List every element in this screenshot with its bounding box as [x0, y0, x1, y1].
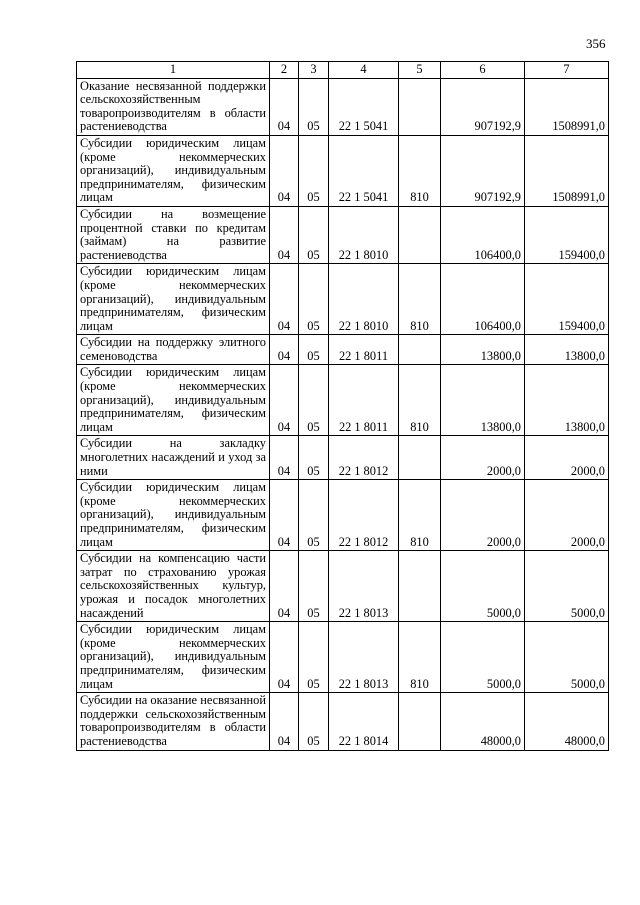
target-article-code: 22 1 8010 [329, 206, 399, 263]
target-article-code: 22 1 8012 [329, 436, 399, 480]
expense-type-code: 810 [399, 135, 441, 206]
column-header: 7 [525, 62, 609, 79]
row-description: Субсидии на поддержку элитного семеноводства [77, 335, 270, 365]
row-description: Оказание несвязанной поддержки сельскохозяйственным товаропроизводителям в области растениеводства [77, 78, 270, 135]
section-code: 04 [270, 335, 299, 365]
section-code: 04 [270, 135, 299, 206]
row-description: Субсидии на компенсацию части затрат по страхованию урожая сельскохозяйственных культур, урожая и посадок многолетних насаждений [77, 551, 270, 622]
amount-col-7: 5000,0 [525, 622, 609, 693]
table-row [77, 135, 609, 206]
subsection-code: 05 [299, 264, 329, 335]
section-code: 04 [270, 693, 299, 750]
table-row [77, 78, 609, 135]
target-article-code: 22 1 8013 [329, 622, 399, 693]
subsection-code: 05 [299, 135, 329, 206]
expense-type-code: 810 [399, 622, 441, 693]
section-code: 04 [270, 365, 299, 436]
budget-table [76, 61, 609, 751]
target-article-code: 22 1 8013 [329, 551, 399, 622]
subsection-code: 05 [299, 335, 329, 365]
table-row [77, 480, 609, 551]
target-article-code: 22 1 8010 [329, 264, 399, 335]
column-header: 6 [441, 62, 525, 79]
amount-col-6: 2000,0 [441, 436, 525, 480]
amount-col-6: 5000,0 [441, 622, 525, 693]
target-article-code: 22 1 5041 [329, 78, 399, 135]
section-code: 04 [270, 206, 299, 263]
row-description: Субсидии юридическим лицам (кроме некоммерческих организаций), индивидуальным предпринимателям, физическим лицам [77, 135, 270, 206]
table-row [77, 622, 609, 693]
table-row [77, 436, 609, 480]
expense-type-code: 810 [399, 264, 441, 335]
expense-type-code: 810 [399, 365, 441, 436]
page-number: 356 [586, 36, 606, 51]
amount-col-7: 2000,0 [525, 436, 609, 480]
target-article-code: 22 1 5041 [329, 135, 399, 206]
amount-col-6: 13800,0 [441, 365, 525, 436]
expense-type-code [399, 206, 441, 263]
table-row [77, 206, 609, 263]
column-header: 4 [329, 62, 399, 79]
amount-col-7: 48000,0 [525, 693, 609, 750]
amount-col-6: 106400,0 [441, 264, 525, 335]
amount-col-7: 13800,0 [525, 335, 609, 365]
subsection-code: 05 [299, 365, 329, 436]
amount-col-6: 5000,0 [441, 551, 525, 622]
amount-col-7: 159400,0 [525, 264, 609, 335]
subsection-code: 05 [299, 551, 329, 622]
amount-col-6: 2000,0 [441, 480, 525, 551]
column-header: 3 [299, 62, 329, 79]
row-description: Субсидии на возмещение процентной ставки по кредитам (займам) на развитие растениеводства [77, 206, 270, 263]
column-header: 2 [270, 62, 299, 79]
subsection-code: 05 [299, 693, 329, 750]
section-code: 04 [270, 622, 299, 693]
row-description: Субсидии юридическим лицам (кроме некоммерческих организаций), индивидуальным предпринимателям, физическим лицам [77, 365, 270, 436]
section-code: 04 [270, 78, 299, 135]
expense-type-code [399, 693, 441, 750]
amount-col-6: 106400,0 [441, 206, 525, 263]
subsection-code: 05 [299, 206, 329, 263]
subsection-code: 05 [299, 622, 329, 693]
table-row [77, 335, 609, 365]
amount-col-6: 907192,9 [441, 78, 525, 135]
row-description: Субсидии на закладку многолетних насаждений и уход за ними [77, 436, 270, 480]
expense-type-code [399, 78, 441, 135]
section-code: 04 [270, 551, 299, 622]
amount-col-7: 1508991,0 [525, 78, 609, 135]
table-row [77, 264, 609, 335]
amount-col-6: 907192,9 [441, 135, 525, 206]
column-header: 5 [399, 62, 441, 79]
amount-col-7: 159400,0 [525, 206, 609, 263]
expense-type-code [399, 436, 441, 480]
section-code: 04 [270, 436, 299, 480]
row-description: Субсидии юридическим лицам (кроме некоммерческих организаций), индивидуальным предпринимателям, физическим лицам [77, 264, 270, 335]
table-row [77, 365, 609, 436]
subsection-code: 05 [299, 78, 329, 135]
table-row [77, 693, 609, 750]
amount-col-7: 2000,0 [525, 480, 609, 551]
target-article-code: 22 1 8011 [329, 335, 399, 365]
amount-col-7: 1508991,0 [525, 135, 609, 206]
subsection-code: 05 [299, 436, 329, 480]
target-article-code: 22 1 8011 [329, 365, 399, 436]
row-description: Субсидии юридическим лицам (кроме некоммерческих организаций), индивидуальным предпринимателям, физическим лицам [77, 622, 270, 693]
target-article-code: 22 1 8014 [329, 693, 399, 750]
subsection-code: 05 [299, 480, 329, 551]
amount-col-6: 13800,0 [441, 335, 525, 365]
table-row [77, 551, 609, 622]
target-article-code: 22 1 8012 [329, 480, 399, 551]
amount-col-7: 13800,0 [525, 365, 609, 436]
expense-type-code [399, 335, 441, 365]
section-code: 04 [270, 480, 299, 551]
expense-type-code [399, 551, 441, 622]
amount-col-6: 48000,0 [441, 693, 525, 750]
amount-col-7: 5000,0 [525, 551, 609, 622]
row-description: Субсидии юридическим лицам (кроме некоммерческих организаций), индивидуальным предпринимателям, физическим лицам [77, 480, 270, 551]
table-header-row [77, 62, 609, 79]
section-code: 04 [270, 264, 299, 335]
expense-type-code: 810 [399, 480, 441, 551]
column-header: 1 [77, 62, 270, 79]
row-description: Субсидии на оказание несвязанной поддержки сельскохозяйственным товаропроизводителям в области растениеводства [77, 693, 270, 750]
